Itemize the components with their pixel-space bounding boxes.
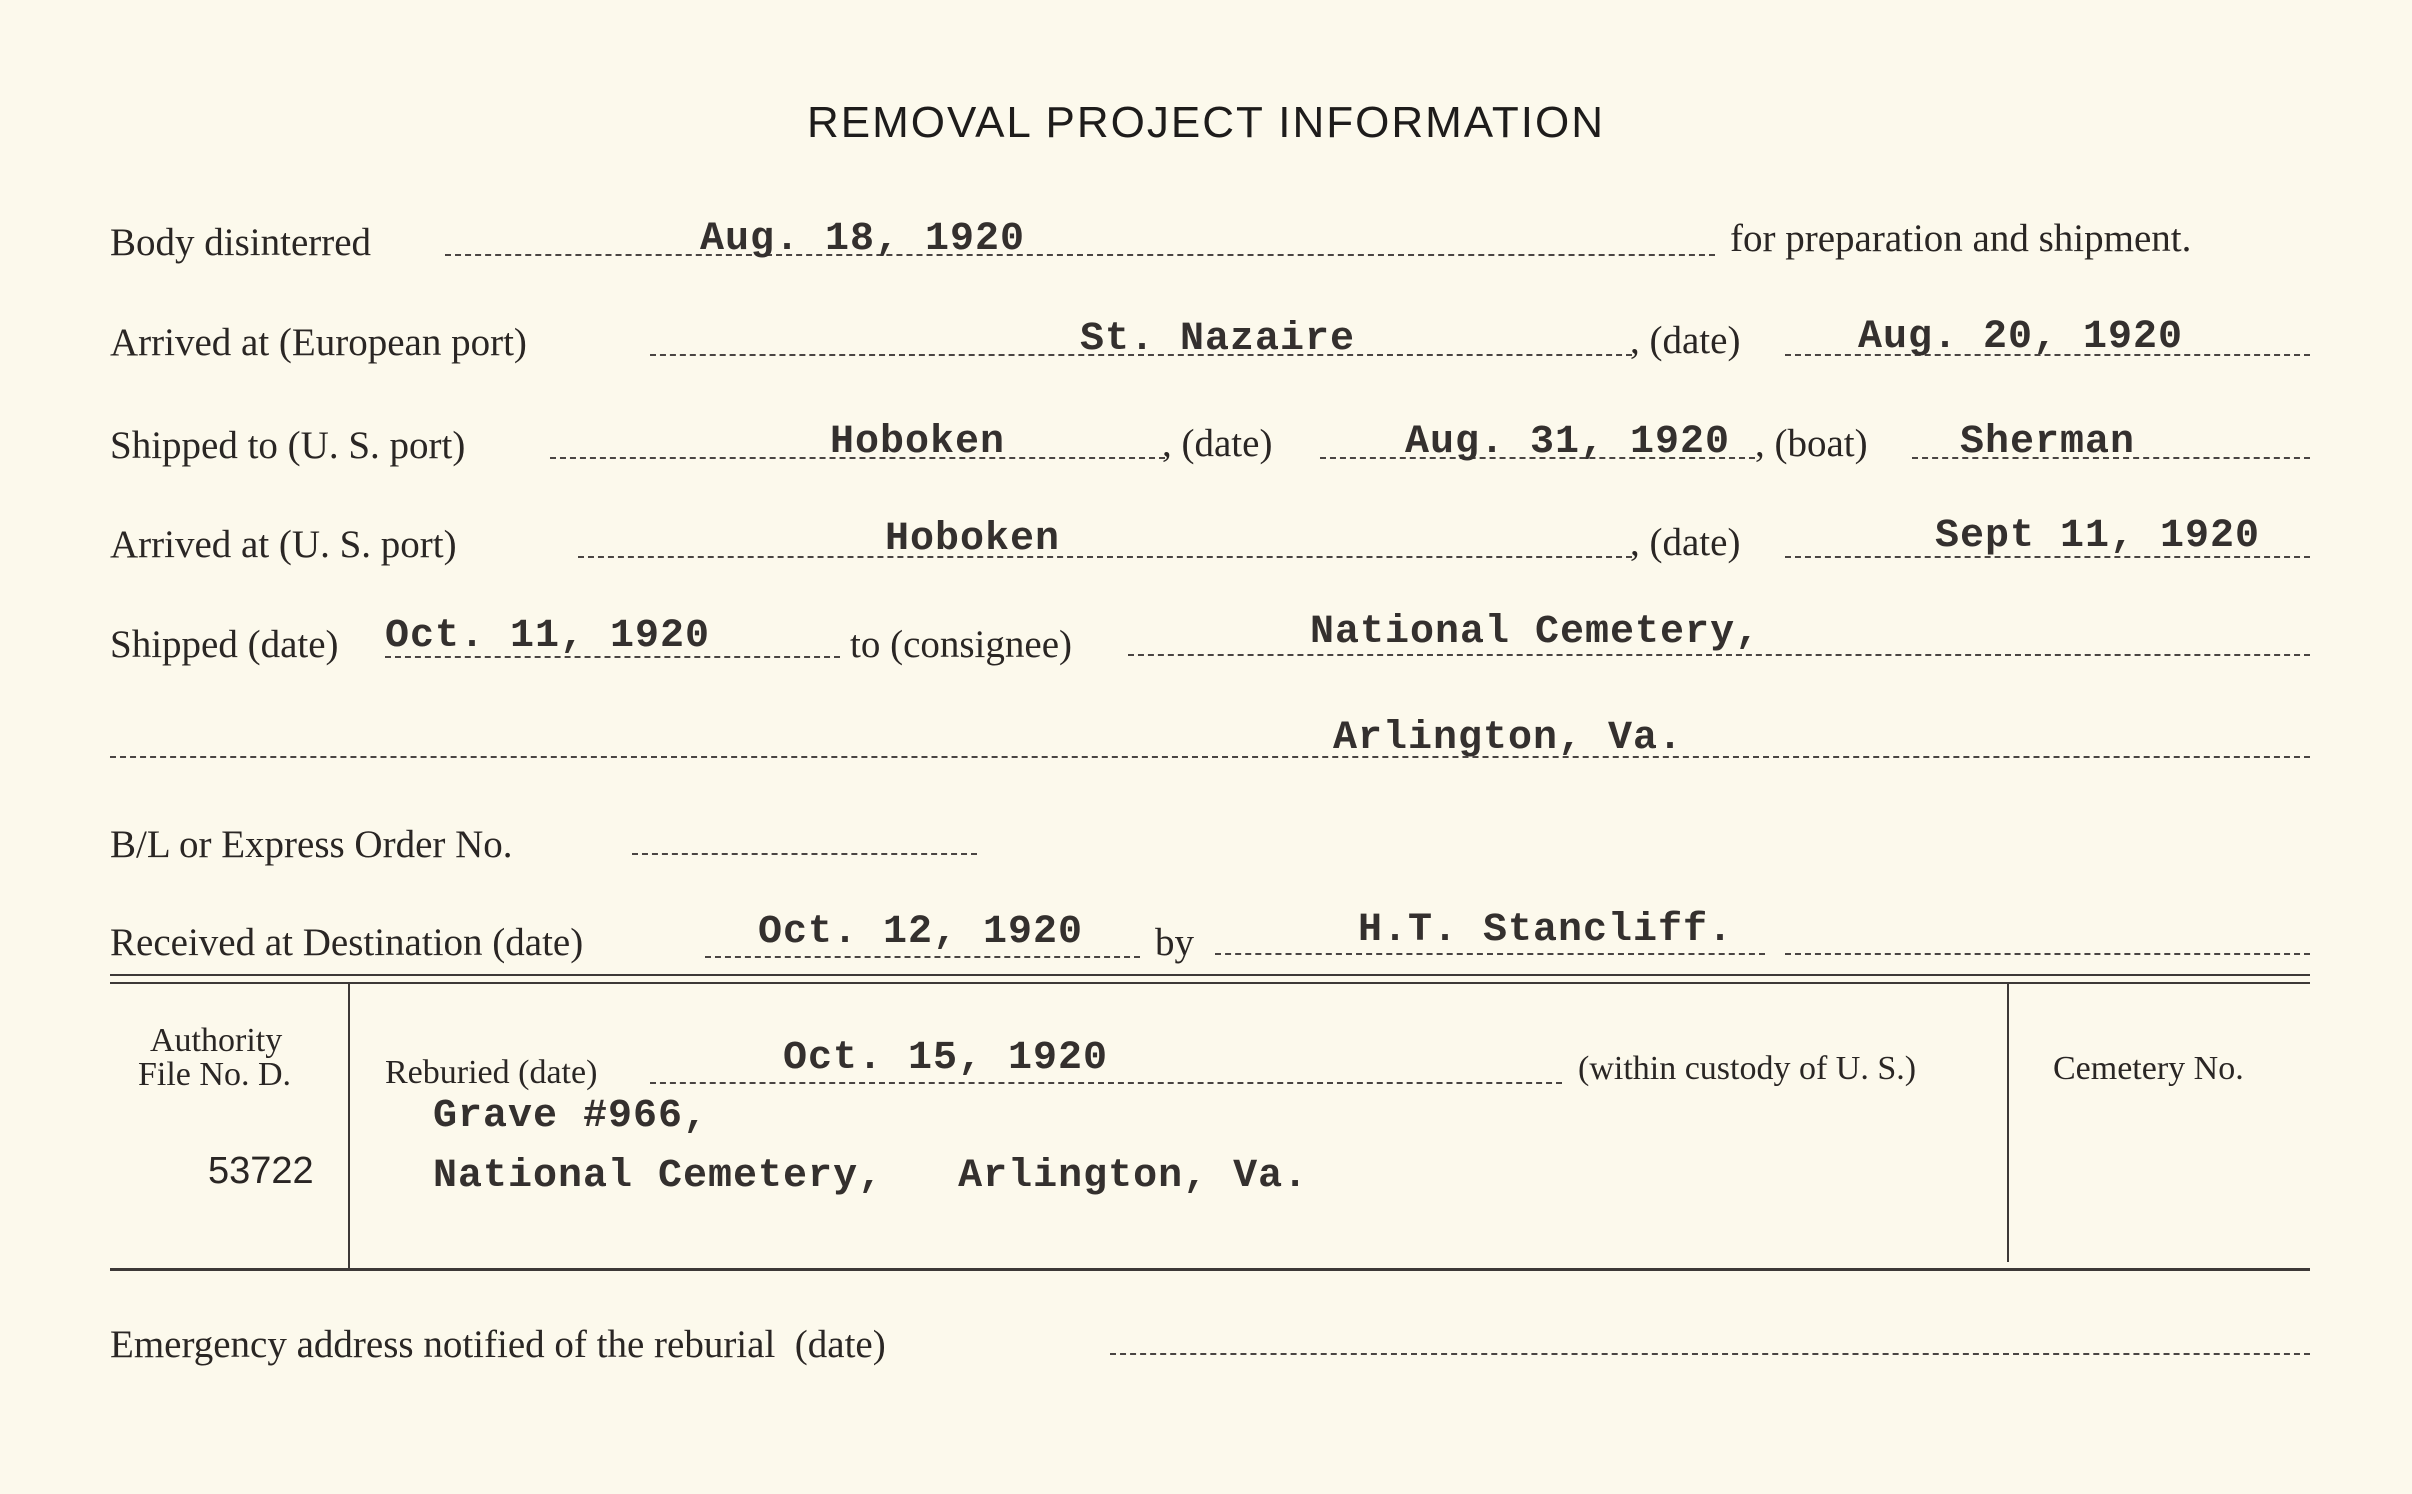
label-arrived-european: Arrived at (European port)	[110, 321, 527, 364]
label-within-custody: (within custody of U. S.)	[1578, 1050, 1917, 1087]
value-consignee-line2: Arlington, Va.	[1333, 716, 1684, 761]
value-disinterred-date: Aug. 18, 1920	[700, 217, 1026, 262]
box-divider-right	[2007, 984, 2009, 1262]
label-european-date: , (date)	[1630, 319, 1741, 362]
label-to-consignee: to (consignee)	[850, 623, 1073, 666]
label-file-no: File No. D.	[138, 1056, 291, 1093]
line-received-extra	[1785, 953, 2310, 955]
label-boat: , (boat)	[1755, 422, 1868, 465]
value-boat: Sherman	[1960, 420, 2136, 465]
divider-top-1	[110, 974, 2310, 976]
value-grave: Grave #966,	[433, 1094, 709, 1139]
label-shipped-date: Shipped (date)	[110, 623, 339, 666]
label-emergency: Emergency address notified of the reburial (date)	[110, 1323, 886, 1366]
value-received-date: Oct. 12, 1920	[758, 910, 1084, 955]
value-grave-location: National Cemetery, Arlington, Va.	[433, 1154, 1309, 1199]
label-arrival-date: , (date)	[1630, 521, 1741, 564]
value-received-by: H.T. Stancliff.	[1358, 908, 1734, 953]
value-us-port-arrived: Hoboken	[885, 517, 1061, 562]
value-reburied-date: Oct. 15, 1920	[783, 1036, 1109, 1081]
label-received-destination: Received at Destination (date)	[110, 921, 584, 964]
label-cemetery-no: Cemetery No.	[2053, 1050, 2244, 1087]
value-european-port: St. Nazaire	[1080, 317, 1356, 362]
card-title: REMOVAL PROJECT INFORMATION	[807, 98, 1605, 147]
line-bl-express	[632, 853, 977, 855]
label-bl-express: B/L or Express Order No.	[110, 823, 513, 866]
box-divider-left	[348, 984, 350, 1270]
label-body-disinterred: Body disinterred	[110, 221, 372, 264]
value-european-date: Aug. 20, 1920	[1858, 315, 2184, 360]
divider-top-2	[110, 982, 2310, 984]
line-reburied-date	[650, 1082, 1562, 1084]
label-shipped-to-us: Shipped to (U. S. port)	[110, 424, 466, 467]
divider-bottom	[110, 1268, 2310, 1271]
value-us-ship-date: Aug. 31, 1920	[1405, 420, 1731, 465]
label-reburied-date: Reburied (date)	[385, 1054, 598, 1091]
label-for-preparation: for preparation and shipment.	[1730, 217, 2192, 260]
label-arrived-us: Arrived at (U. S. port)	[110, 523, 457, 566]
label-ship-date: , (date)	[1162, 422, 1273, 465]
line-consignee-2	[110, 756, 2310, 758]
line-emergency-date	[1110, 1353, 2310, 1355]
value-file-number: 53722	[208, 1150, 314, 1192]
value-us-arrival-date: Sept 11, 1920	[1935, 514, 2261, 559]
value-shipped-date: Oct. 11, 1920	[385, 614, 711, 659]
label-by: by	[1155, 921, 1194, 964]
label-authority: Authority	[150, 1022, 283, 1059]
line-received-by	[1215, 953, 1765, 955]
value-us-port-shipped: Hoboken	[830, 420, 1006, 465]
line-us-port-arrived	[578, 556, 1632, 558]
value-consignee-line1: National Cemetery,	[1310, 610, 1761, 655]
line-disinterred	[445, 254, 1715, 256]
line-received-date	[705, 956, 1140, 958]
